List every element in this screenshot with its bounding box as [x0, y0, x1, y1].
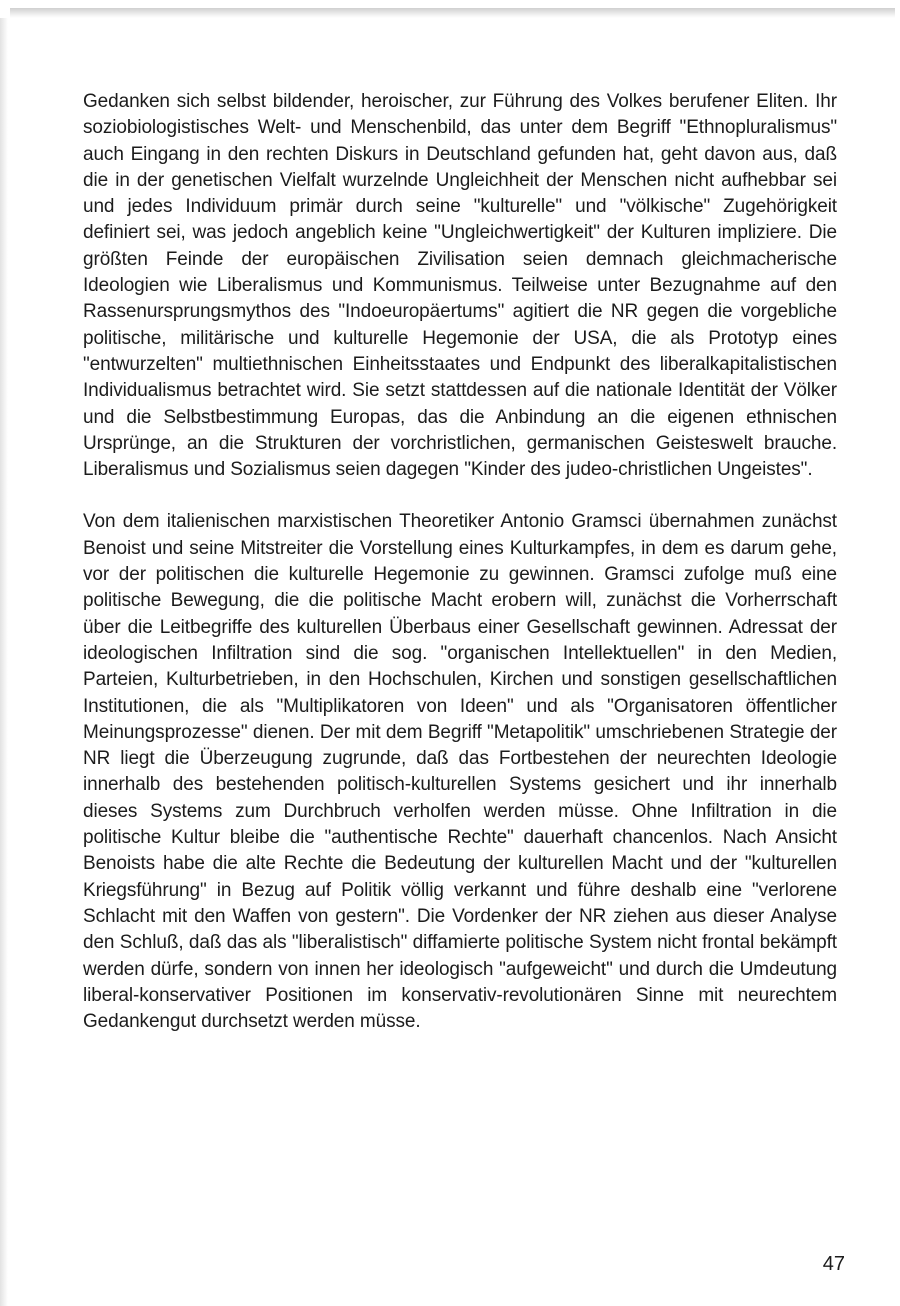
scan-shadow-left: [0, 18, 8, 1306]
paragraph-1: Gedanken sich selbst bildender, heroischer, zur Führung des Volkes berufener Eliten. Ihr soziobiologistisches Welt- und Menschenbild, das unter dem Begriff "Ethnopluralismus" auch Eingang in den rechten Diskurs in Deutschland gefunden hat, geht davon aus, daß die in der genetischen Vielfalt wurzelnde Ungleichheit der Menschen nicht aufhebbar sei und jedes Individuum primär durch seine "kulturelle" und "völkische" Zugehörigkeit definiert sei, was jedoch angeblich keine "Ungleichwertigkeit" der Kulturen impliziere. Die größten Feinde der europäischen Zivilisation seien demnach gleichmacherische Ideologien wie Liberalismus und Kommunismus. Teilweise unter Bezugnahme auf den Rassenursprungsmythos des "Indoeuropäertums" agitiert die NR gegen die vorgebliche politische, militärische und kulturelle Hegemonie der USA, die als Prototyp eines "entwurzelten" multiethnischen Einheitsstaates und Endpunkt des liberalkapitalistischen Individualismus betrachtet wird. Sie setzt stattdessen auf die nationale Identität der Völker und die Selbstbestimmung Europas, das die Anbindung an die eigenen ethnischen Ursprünge, an die Strukturen der vorchristlichen, germanischen Geisteswelt brauche. Liberalismus und Sozialismus seien dagegen "Kinder des judeo-christlichen Ungeistes".: [83, 91, 837, 481]
page-number: 47: [822, 1253, 845, 1275]
body-text: [83, 89, 837, 1035]
paragraph-2: Von dem italienischen marxistischen Theoretiker Antonio Gramsci übernahmen zunächst Benoist und seine Mitstreiter die Vorstellung eines Kulturkampfes, in dem es darum gehe, vor der politischen die kulturelle Hegemonie zu gewinnen. Gramsci zufolge muß eine politische Bewegung, die die politische Macht erobern will, zunächst die Vorherrschaft über die Leitbegriffe des kulturellen Überbaus einer Gesellschaft gewinnen. Adressat der ideologischen Infiltration sind die sog. "organischen Intellektuellen" in den Medien, Parteien, Kulturbetrieben, in den Hochschulen, Kirchen und sonstigen gesellschaftlichen Institutionen, die als "Multiplikatoren von Ideen" und als "Organisatoren öffentlicher Meinungsprozesse" dienen. Der mit dem Begriff "Metapolitik" umschriebenen Strategie der NR liegt die Überzeugung zugrunde, daß das Fortbestehen der neurechten Ideologie innerhalb des bestehenden politisch-kulturellen Systems gesichert und ihr innerhalb dieses Systems zum Durchbruch verholfen werden müsse. Ohne Infiltration in die politische Kultur bleibe die "authentische Rechte" dauerhaft chancenlos. Nach Ansicht Benoists habe die alte Rechte die Bedeutung der kulturellen Macht und der "kulturellen Kriegsführung" in Bezug auf Politik völlig verkannt und führe deshalb eine "verlorene Schlacht mit den Waffen von gestern". Die Vordenker der NR ziehen aus dieser Analyse den Schluß, daß das als "liberalistisch" diffamierte politische System nicht frontal bekämpft werden dürfe, sondern von innen her ideologisch "aufgeweicht" und durch die Umdeutung liberal-konservativer Positionen im konservativ-revolutionären Sinne mit neurechtem Gedankengut durchsetzt werden müsse.: [83, 511, 837, 1033]
scan-shadow-top: [10, 8, 895, 18]
